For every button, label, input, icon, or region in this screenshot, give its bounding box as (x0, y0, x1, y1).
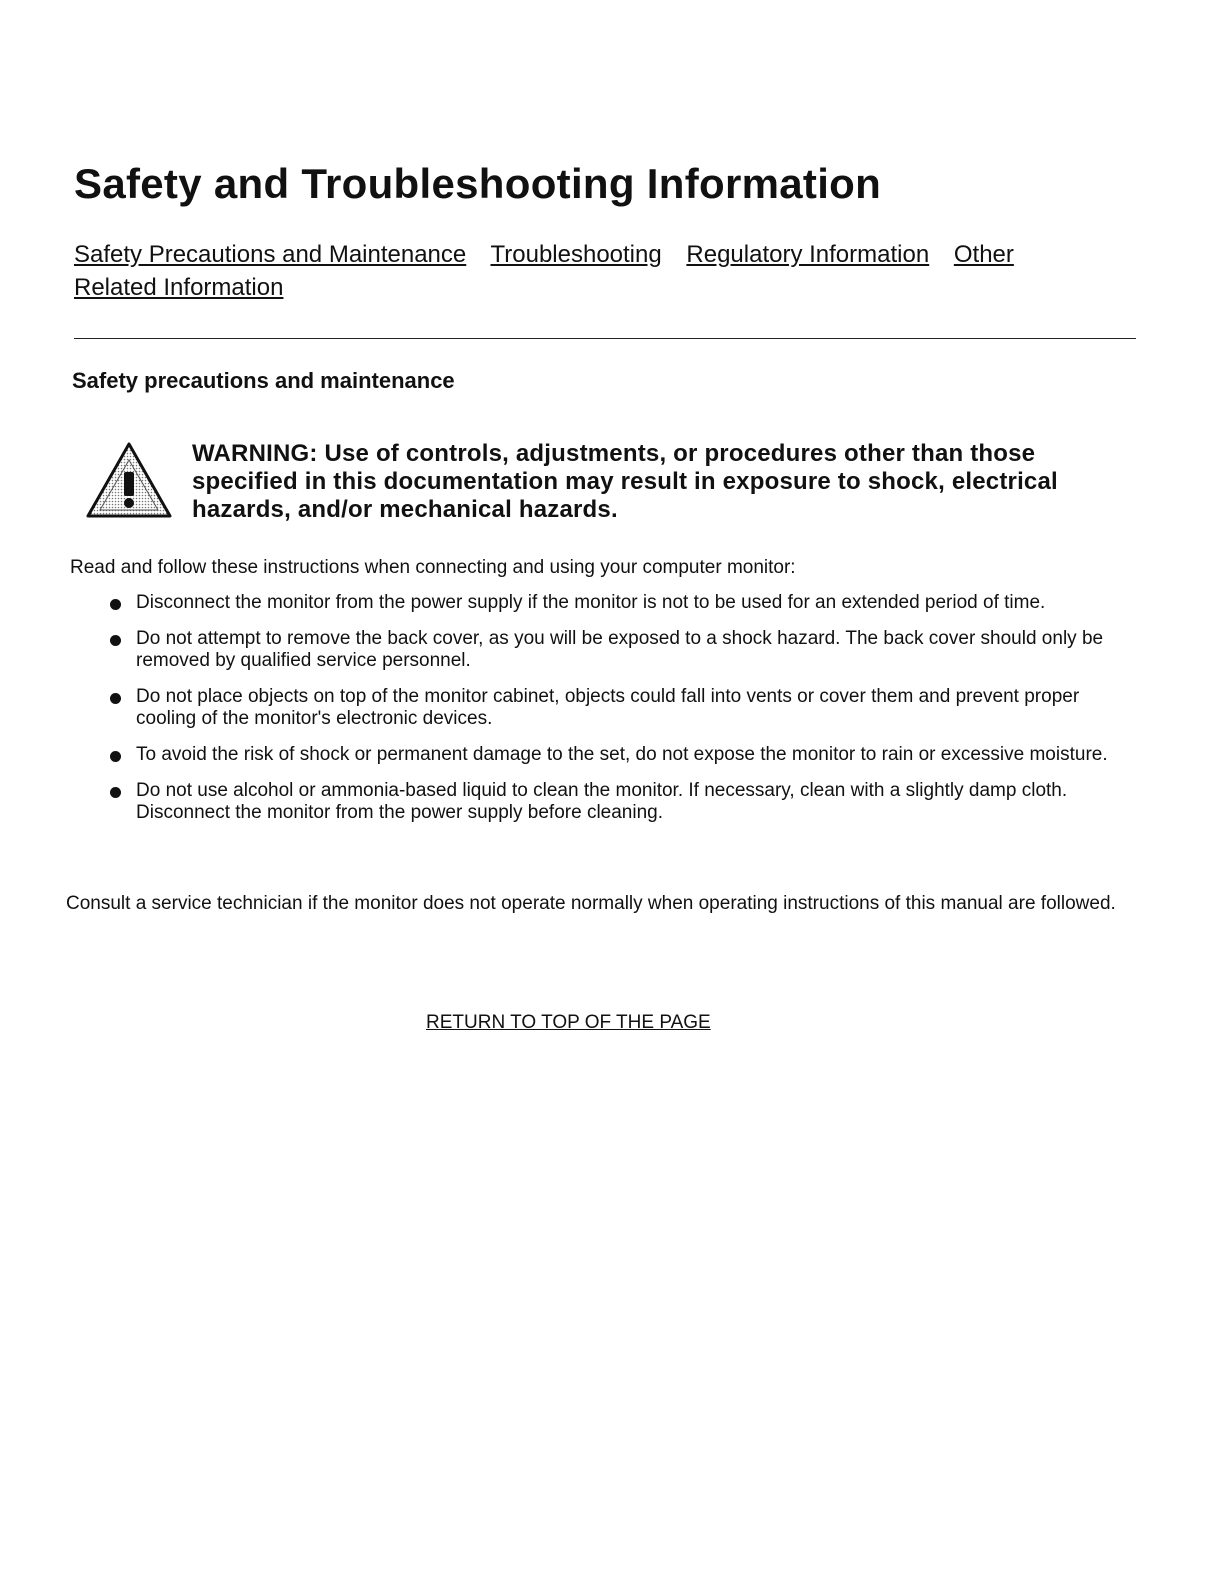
list-item-text: Do not use alcohol or ammonia-based liquid to clean the monitor. If necessary, clean with a slightly damp cloth. Disconnect the monitor from the power supply before cleaning. (136, 780, 1068, 823)
bullet-icon (110, 599, 121, 610)
list-item (106, 780, 1130, 824)
nav-link-regulatory-information[interactable]: Regulatory Information (686, 241, 930, 268)
page-title: Safety and Troubleshooting Information (74, 160, 882, 207)
section-heading: Safety precautions and maintenance (72, 368, 455, 393)
bullet-icon (110, 635, 121, 646)
warning-text: WARNING: Use of controls, adjustments, or procedures other than those specified in this documentation may result in exposure to shock, electrical hazards, and/or mechanical hazards. (192, 440, 1058, 523)
safety-instructions-list (106, 592, 1130, 838)
bullet-icon (110, 693, 121, 704)
list-item (106, 744, 1130, 766)
nav-link-other-related-information[interactable]: Other Related Information (74, 241, 1014, 301)
warning-icon (84, 440, 174, 520)
horizontal-divider (74, 338, 1136, 339)
intro-text: Read and follow these instructions when connecting and using your computer monitor: (70, 557, 796, 578)
consult-text: Consult a service technician if the monitor does not operate normally when operating instructions of this manual are followed. (66, 893, 1116, 914)
return-to-top-link[interactable]: RETURN TO TOP OF THE PAGE (426, 1012, 711, 1033)
list-item (106, 628, 1130, 672)
bullet-icon (110, 787, 121, 798)
bullet-icon (110, 751, 121, 762)
list-item-text: Do not place objects on top of the monitor cabinet, objects could fall into vents or cover them and prevent proper cooling of the monitor's electronic devices. (136, 686, 1080, 729)
nav-link-safety-precautions[interactable]: Safety Precautions and Maintenance (74, 241, 467, 268)
list-item-text: Disconnect the monitor from the power supply if the monitor is not to be used for an extended period of time. (136, 592, 1046, 613)
list-item-text: Do not attempt to remove the back cover, as you will be exposed to a shock hazard. The back cover should only be removed by qualified service personnel. (136, 628, 1104, 671)
list-item (106, 686, 1130, 730)
section-nav (74, 238, 1094, 304)
nav-link-troubleshooting[interactable]: Troubleshooting (490, 241, 662, 268)
list-item (106, 592, 1130, 614)
list-item-text: To avoid the risk of shock or permanent damage to the set, do not expose the monitor to rain or excessive moisture. (136, 744, 1108, 765)
